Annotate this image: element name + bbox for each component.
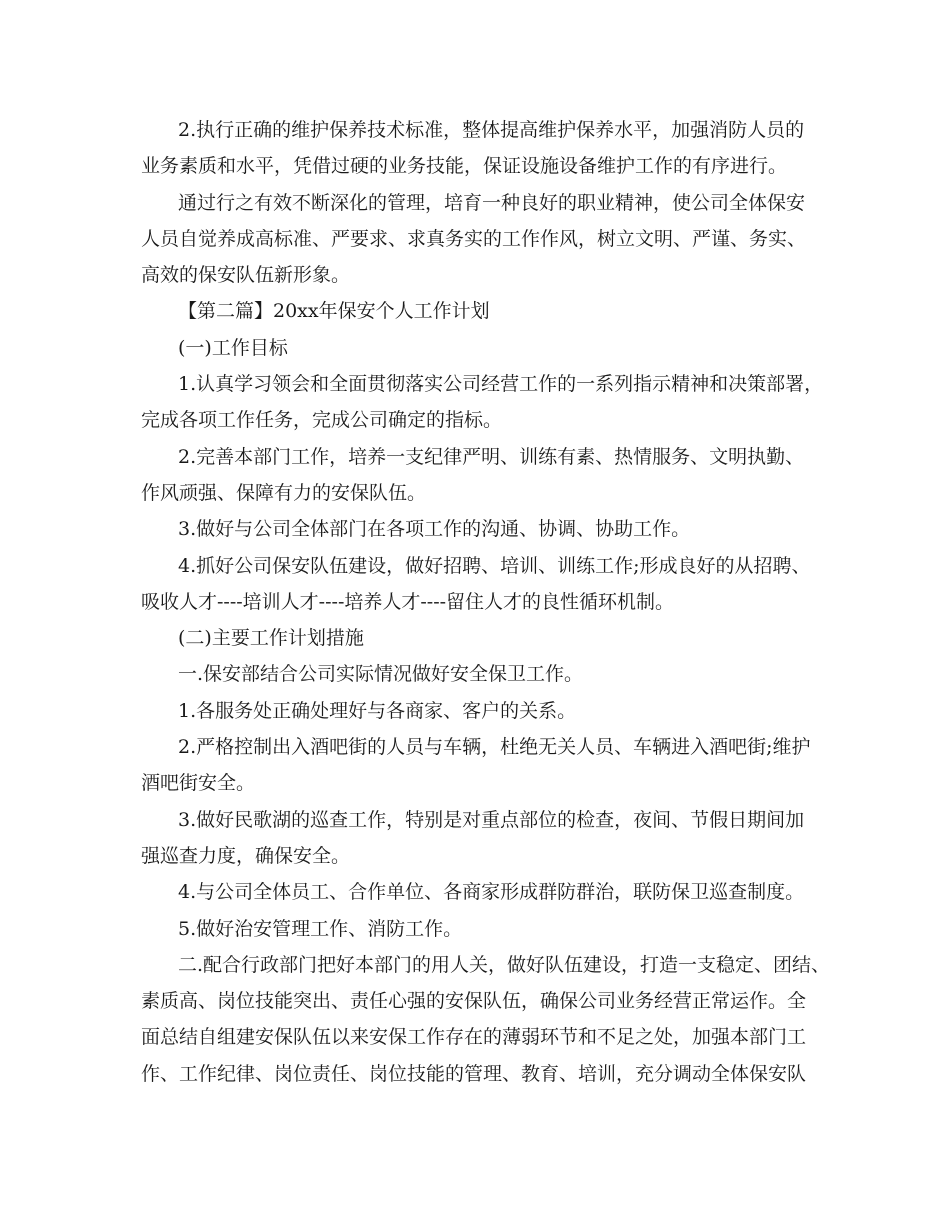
text-line: 3.做好与公司全体部门在各项工作的沟通、协调、协助工作。 [178,518,691,541]
text-line: 1.各服务处正确处理好与各商家、客户的关系。 [178,699,577,722]
text-line: 2.执行正确的维护保养技术标准，整体提高维护保养水平，加强消防人员的 [178,119,805,141]
text-line: 1.认真学习领会和全面贯彻落实公司经营工作的一系列指示精神和决策部署， [178,373,824,396]
text-line: 二.配合行政部门把好本部门的用人关，做好队伍建设，打造一支稳定、团结、 [178,953,831,976]
text-line: 4.抓好公司保安队伍建设，做好招聘、培训、训练工作;形成良好的从招聘、 [178,554,811,577]
text-line: 5.做好治安管理工作、消防工作。 [178,917,463,940]
text-line: 高效的保安队伍新形象。 [141,264,351,287]
text-line: 酒吧街安全。 [141,772,256,795]
subsection-heading: (一)工作目标 [178,336,288,359]
text-line: 作、工作纪律、岗位责任、岗位技能的管理、教育、培训，充分调动全体保安队 [141,1062,807,1085]
text-line: 2.严格控制出入酒吧街的人员与车辆，杜绝无关人员、车辆进入酒吧街;维护 [178,736,811,759]
text-line: 人员自觉养成高标准、严要求、求真务实的工作作风，树立文明、严谨、务实、 [141,227,807,250]
text-line: 2.完善本部门工作，培养一支纪律严明、训练有素、热情服务、文明执勤、 [178,445,805,468]
document-body [141,112,831,1092]
text-line: 完成各项工作任务，完成公司确定的指标。 [141,409,503,432]
text-line: 4.与公司全体员工、合作单位、各商家形成群防群治，联防保卫巡查制度。 [178,881,805,904]
text-line: 强巡查力度，确保安全。 [141,844,351,867]
text-line: 面总结自组建安保队伍以来安保工作存在的薄弱环节和不足之处，加强本部门工 [141,1026,807,1049]
subsection-heading: (二)主要工作计划措施 [178,627,364,650]
text-line: 作风顽强、保障有力的安保队伍。 [141,481,427,504]
section-heading: 【第二篇】20xx年保安个人工作计划 [178,300,490,323]
text-line: 一.保安部结合公司实际情况做好安全保卫工作。 [178,663,584,686]
text-line: 3.做好民歌湖的巡查工作，特别是对重点部位的检查，夜间、节假日期间加 [178,808,805,831]
text-line: 通过行之有效不断深化的管理，培育一种良好的职业精神，使公司全体保安 [178,191,806,214]
text-line: 素质高、岗位技能突出、责任心强的安保队伍，确保公司业务经营正常运作。全 [141,990,807,1013]
text-line: 吸收人才----培训人才----培养人才----留住人才的良性循环机制。 [141,590,675,613]
text-line: 业务素质和水平，凭借过硬的业务技能，保证设施设备维护工作的有序进行。 [141,155,788,178]
